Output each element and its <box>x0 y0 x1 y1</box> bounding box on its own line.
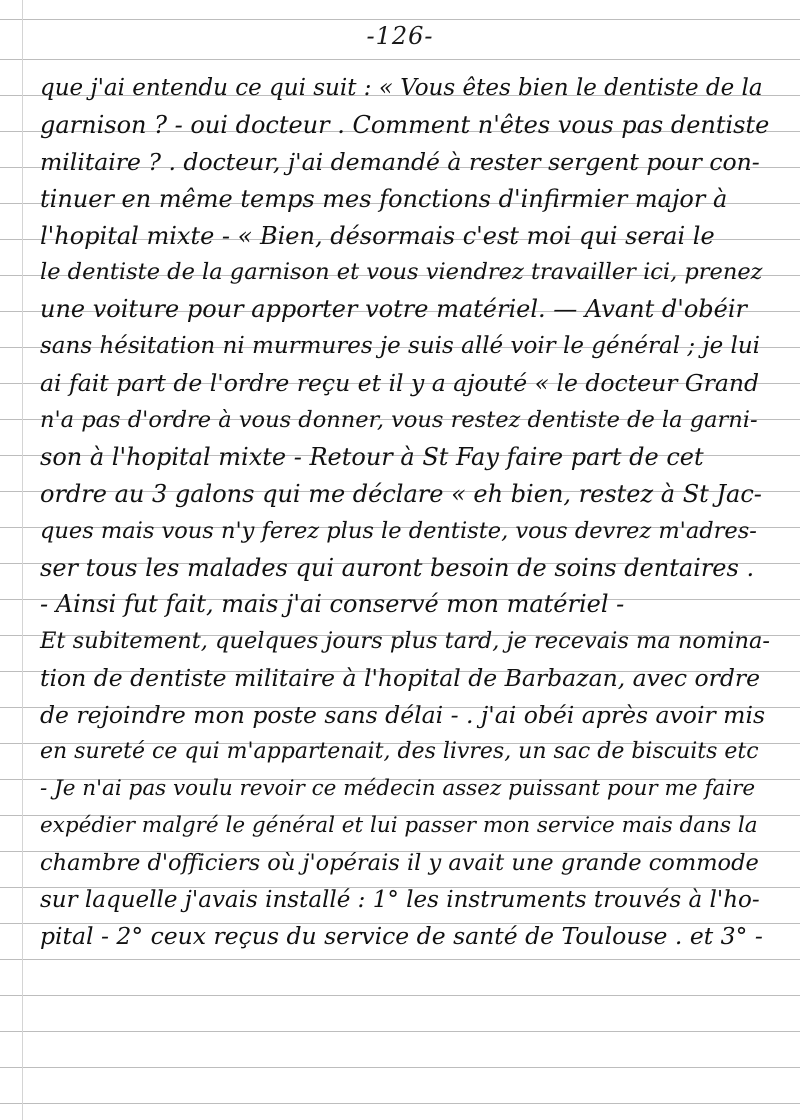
text-line: militaire ? . docteur, j'ai demandé à rester sergent pour con- <box>40 147 760 176</box>
text-line: ordre au 3 galons qui me déclare « eh bien, restez à St Jac- <box>40 479 762 508</box>
text-line: en sureté ce qui m'appartenait, des livres, un sac de biscuits etc <box>40 739 759 765</box>
text-line: le dentiste de la garnison et vous viendrez travailler ici, prenez <box>40 259 763 286</box>
text-line: une voiture pour apporter votre matériel. — Avant d'obéir <box>40 295 747 324</box>
text-line: pital - 2° ceux reçus du service de santé de Toulouse . et 3° - <box>40 922 763 951</box>
text-line: ser tous les malades qui auront besoin de soins dentaires . <box>40 553 755 582</box>
text-line: que j'ai entendu ce qui suit : « Vous êtes bien le dentiste de la <box>40 75 763 101</box>
text-line: - Je n'ai pas voulu revoir ce médecin assez puissant pour me faire <box>40 775 756 801</box>
page-number: -126- <box>366 22 434 50</box>
text-line: n'a pas d'ordre à vous donner, vous restez dentiste de la garni- <box>40 407 758 434</box>
text-line: chambre d'officiers où j'opérais il y avait une grande commode <box>40 849 759 876</box>
text-line: expédier malgré le général et lui passer mon service mais dans la <box>40 812 758 838</box>
text-line: tinuer en même temps mes fonctions d'infirmier major à <box>40 184 728 213</box>
text-line: tion de dentiste militaire à l'hopital de Barbazan, avec ordre <box>40 664 761 693</box>
text-line: son à l'hopital mixte - Retour à St Fay faire part de cet <box>40 442 704 471</box>
text-line: garnison ? - oui docteur . Comment n'êtes vous pas dentiste <box>40 110 770 139</box>
text-line: l'hopital mixte - « Bien, désormais c'est moi qui serai le <box>40 221 715 250</box>
text-line: Et subitement, quelques jours plus tard, je recevais ma nomina- <box>40 628 771 655</box>
text-line: de rejoindre mon poste sans délai - . j'ai obéi après avoir mis <box>40 701 766 730</box>
margin-rule <box>22 0 23 1120</box>
text-line: - Ainsi fut fait, mais j'ai conservé mon matériel - <box>40 590 625 619</box>
text-line: ai fait part de l'ordre reçu et il y a ajouté « le docteur Grand <box>40 369 760 398</box>
text-line: sur laquelle j'avais installé : 1° les instruments trouvés à l'ho- <box>40 886 760 913</box>
text-line: ques mais vous n'y ferez plus le dentiste, vous devrez m'adres- <box>40 517 757 544</box>
handwritten-text-body <box>40 70 770 955</box>
text-line: sans hésitation ni murmures je suis allé voir le général ; je lui <box>40 333 761 360</box>
